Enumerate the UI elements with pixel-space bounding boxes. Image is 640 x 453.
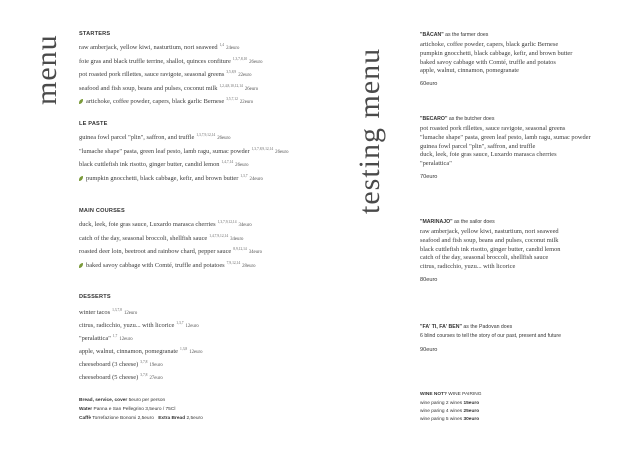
menu-item-price: 12euro <box>189 350 203 355</box>
menu-item-price: 28euro <box>242 263 256 269</box>
wine-pairing-line <box>420 409 479 414</box>
tasting-menu-subtitle: as the sailor does <box>452 219 495 225</box>
tasting-menu-price: 90euro <box>420 346 438 353</box>
tasting-menu-course: duck, leek, foie gras sauce, Luxardo marasca cherries <box>420 151 557 159</box>
menu-item <box>79 98 253 106</box>
wine-pairing-price: 15euro <box>463 401 480 406</box>
menu-item-name: cheeseboard (3 cheese) <box>79 361 139 368</box>
tasting-menu-course: guinea fowl parcel "plin", saffron, and truffle <box>420 142 536 150</box>
menu-item-price: 34euro <box>238 223 252 228</box>
tasting-menu-heading <box>420 32 488 38</box>
menu-item-name: foie gras and black truffle terrine, shallot, quinces confiture <box>79 57 231 65</box>
menu-item-name: pot roasted pork rillettes, sauce ravigote, seasonal greens <box>79 71 225 78</box>
paste-heading: LE PASTE <box>79 121 108 127</box>
allergen-codes: 1,3,7 <box>176 321 184 325</box>
tasting-menu-subtitle: as the butcher does <box>447 116 495 122</box>
tasting-menu-heading <box>420 219 495 225</box>
allergen-codes: 3,7,8 <box>140 373 148 377</box>
tasting-menu-name: "BECARO" <box>420 116 448 122</box>
menu-item-price: 26euro <box>275 149 289 155</box>
footer-bread-price: 2,5euro <box>186 416 203 421</box>
tasting-menu-course: black cuttlefish ink risotto, ginger butter, candid lemon <box>420 245 561 253</box>
menu-item-name: winter tacos <box>79 309 111 316</box>
tasting-menu-heading <box>420 116 494 122</box>
allergen-codes: 1,3,8 <box>180 347 188 351</box>
tasting-menu-course: "lumache shape" pasta, green leaf pesto, lamb ragu, sumac powder <box>420 133 591 141</box>
menu-item-price: 34euro <box>230 236 244 242</box>
menu-item-name: "lumache shape" pasta, green leaf pesto, lamb ragu, sumac powder <box>79 147 250 155</box>
allergen-codes: 1,3,7,8,10 <box>232 56 248 61</box>
menu-item-price: 27euro <box>149 376 163 381</box>
footer-coffee-line <box>79 416 203 421</box>
menu-item-name: guinea fowl parcel "plin", saffron, and truffle <box>79 134 195 141</box>
tasting-menu-course: artichoke, coffee powder, capers, black garlic Bernese <box>420 41 559 48</box>
wine-heading <box>420 392 482 397</box>
allergen-codes: 1,4 <box>219 43 225 47</box>
tasting-menu-course: seafood and fish soup, beans and pulses, coconut milk <box>420 236 559 244</box>
menu-item <box>79 235 243 243</box>
tasting-menu-course: citrus, radicchio, yuzu... with licorice <box>420 263 516 271</box>
wine-pairing-label: wine paring 2 wines <box>420 401 464 406</box>
allergen-codes: 7,9,12,14 <box>226 260 241 265</box>
menu-item-name: citrus, radicchio, yuzu... with licorice <box>79 322 175 329</box>
tasting-menu-price: 80euro <box>420 277 438 283</box>
menu-item <box>79 85 258 93</box>
menu-item-price: 22euro <box>238 73 252 78</box>
tasting-menu-price: 70euro <box>420 174 438 180</box>
footer-bread-label: Extra Bread <box>158 416 186 421</box>
allergen-codes: 1,3,7,8 <box>112 308 122 312</box>
footer-cover-line <box>79 398 165 403</box>
tasting-menu-price: 60euro <box>420 81 438 88</box>
menu-item-name: artichoke, coffee powder, capers, black garlic Bernese <box>86 98 225 105</box>
starters-heading: STARTERS <box>79 31 111 37</box>
allergen-codes: 1,4,7,14 <box>221 160 234 164</box>
allergen-codes: 1,3,7,9,12,14 <box>217 220 237 224</box>
menu-item-name: pumpkin gnocchetti, black cabbage, kefir, and brown butter <box>86 174 239 182</box>
tasting-menu-heading <box>420 324 512 330</box>
menu-item <box>79 335 133 343</box>
footer-water-price: 3,5euro / 75Cl <box>145 407 176 412</box>
desserts-heading: DESSERTS <box>79 294 111 300</box>
allergen-codes: 1,4,7,9,12,14 <box>209 233 229 238</box>
menu-item <box>79 148 289 156</box>
menu-item-price: 24euro <box>226 46 240 51</box>
tasting-menu-course: 6 blind courses to tell the story of our past, present and future <box>420 333 562 339</box>
menu-title: menu <box>30 34 63 105</box>
menu-item-price: 34euro <box>248 250 263 255</box>
footer-coffee-brand: Torrefazione Bonomi <box>92 416 137 421</box>
menu-item-price: 12euro <box>123 311 138 316</box>
menu-item-name: cheeseboard (5 cheese) <box>79 374 139 381</box>
menu-item-name: apple, walnut, cinnamon, pomegranate <box>79 348 179 355</box>
wine-pairing-price: 30euro <box>463 417 480 422</box>
vegetarian-leaf-icon <box>79 176 83 181</box>
tasting-menu-course: pumpkin gnocchetti, black cabbage, kefir, and brown butter <box>420 49 573 57</box>
tasting-menu-name: "FA' TI, FA' BEN" <box>420 324 462 330</box>
footer-cover-price: 5euro per person <box>128 398 166 403</box>
menu-item-name: black cuttlefish ink risotto, ginger butter, candid lemon <box>79 161 220 168</box>
wine-pairing-line <box>420 401 479 406</box>
menu-item <box>79 175 263 183</box>
footer-cover-label: Bread, service, cover <box>79 398 128 403</box>
wine-pairing-label: wine paring 4 wines <box>420 409 464 414</box>
footer-water-label: Water <box>79 407 93 412</box>
menu-item-price: 26euro <box>244 86 259 92</box>
allergen-codes: 8,9,12,14 <box>233 247 247 251</box>
menu-item-price: 26euro <box>249 59 263 65</box>
wine-heading-rest: WINE PAIRING <box>448 392 482 397</box>
allergen-codes: 1,2,4,8,10,12,14 <box>219 83 243 88</box>
footer-coffee-label: Caffè <box>79 416 91 421</box>
allergen-codes: 1,3,7 <box>240 173 248 178</box>
menu-item <box>79 221 252 229</box>
menu-item <box>79 134 231 142</box>
menu-item-name: baked savoy cabbage with Comté, truffle and potatoes <box>86 261 225 269</box>
menu-item-price: 19euro <box>149 363 163 368</box>
menu-item-price: 26euro <box>235 163 249 168</box>
menu-item <box>79 262 255 270</box>
menu-item-price: 26euro <box>217 136 231 141</box>
menu-item-name: roasted deer loin, beetroot and rainbow chard, pepper sauce <box>79 248 232 255</box>
menu-item-name: seafood and fish soup, beans and pulses, coconut milk <box>79 84 218 92</box>
menu-item-price: 22euro <box>239 100 254 105</box>
menu-item <box>79 58 262 66</box>
menu-item <box>79 248 262 256</box>
tasting-menu-course: "peralattica" <box>420 160 452 168</box>
tasting-menu-course: baked savoy cabbage with Comté, truffle and potatos <box>420 58 556 66</box>
tasting-menu-course: catch of the day, seasonal broccoli, shellfish sauce <box>420 254 549 262</box>
allergen-codes: 1,7 <box>112 334 118 338</box>
menu-item-price: 12euro <box>185 324 199 329</box>
tasting-menu-title: testing menu <box>353 47 386 214</box>
menu-item <box>79 374 163 382</box>
menu-item-price: 12euro <box>119 337 133 342</box>
menu-item <box>79 322 199 330</box>
vegetarian-leaf-icon <box>79 99 83 104</box>
menu-item <box>79 309 137 317</box>
menu-item-name: raw amberjack, yellow kiwi, nasturtium, nori seaweed <box>79 44 218 51</box>
tasting-menu-course: raw amberjack, yellow kiwi, nasturtium, nori seaweed <box>420 228 559 235</box>
allergen-codes: 3,7,8 <box>140 360 148 364</box>
main-courses-heading: MAIN COURSES <box>79 208 125 214</box>
wine-heading-bold: WINE NOT? <box>420 392 447 397</box>
menu-item <box>79 161 249 169</box>
wine-pairing-line <box>420 417 479 422</box>
menu-item <box>79 44 239 52</box>
footer-water-brand: Panna e San Pellegrino <box>93 407 144 412</box>
tasting-menu-name: "MARINAJO" <box>420 219 453 225</box>
menu-item-name: "peralattica" <box>79 335 111 342</box>
allergen-codes: 1,3,7,9,12,14 <box>196 133 216 137</box>
menu-item <box>79 348 203 356</box>
tasting-menu-name: "BÀCAN" <box>420 32 444 38</box>
menu-item <box>79 71 252 79</box>
wine-pairing-label: wine paring 5 wines <box>420 417 464 422</box>
tasting-menu-subtitle: as the Padovan does <box>461 324 513 330</box>
allergen-codes: 3,5,8,9 <box>226 70 237 74</box>
tasting-menu-course: pot roasted pork rillettes, sauce ravigote, seasonal greens <box>420 125 566 132</box>
allergen-codes: 3,5,7,12 <box>226 97 238 101</box>
menu-item-name: duck, leek, foie gras sauce, Luxardo marasca cherries <box>79 221 216 228</box>
footer-coffee-price: 2,5euro <box>137 416 154 421</box>
menu-item-price: 24euro <box>249 176 263 182</box>
allergen-codes: 1,3,7,8,9,12,14 <box>251 146 274 151</box>
tasting-menu-subtitle: as the farmer does <box>443 32 489 38</box>
menu-item-name: catch of the day, seasonal broccoli, shellfish sauce <box>79 234 208 242</box>
menu-item <box>79 361 163 369</box>
footer-water-line <box>79 407 175 412</box>
vegetarian-leaf-icon <box>79 263 83 268</box>
wine-pairing-price: 25euro <box>463 409 480 414</box>
tasting-menu-course: apple, walnut, cinnamon, pomegranate <box>420 67 520 75</box>
